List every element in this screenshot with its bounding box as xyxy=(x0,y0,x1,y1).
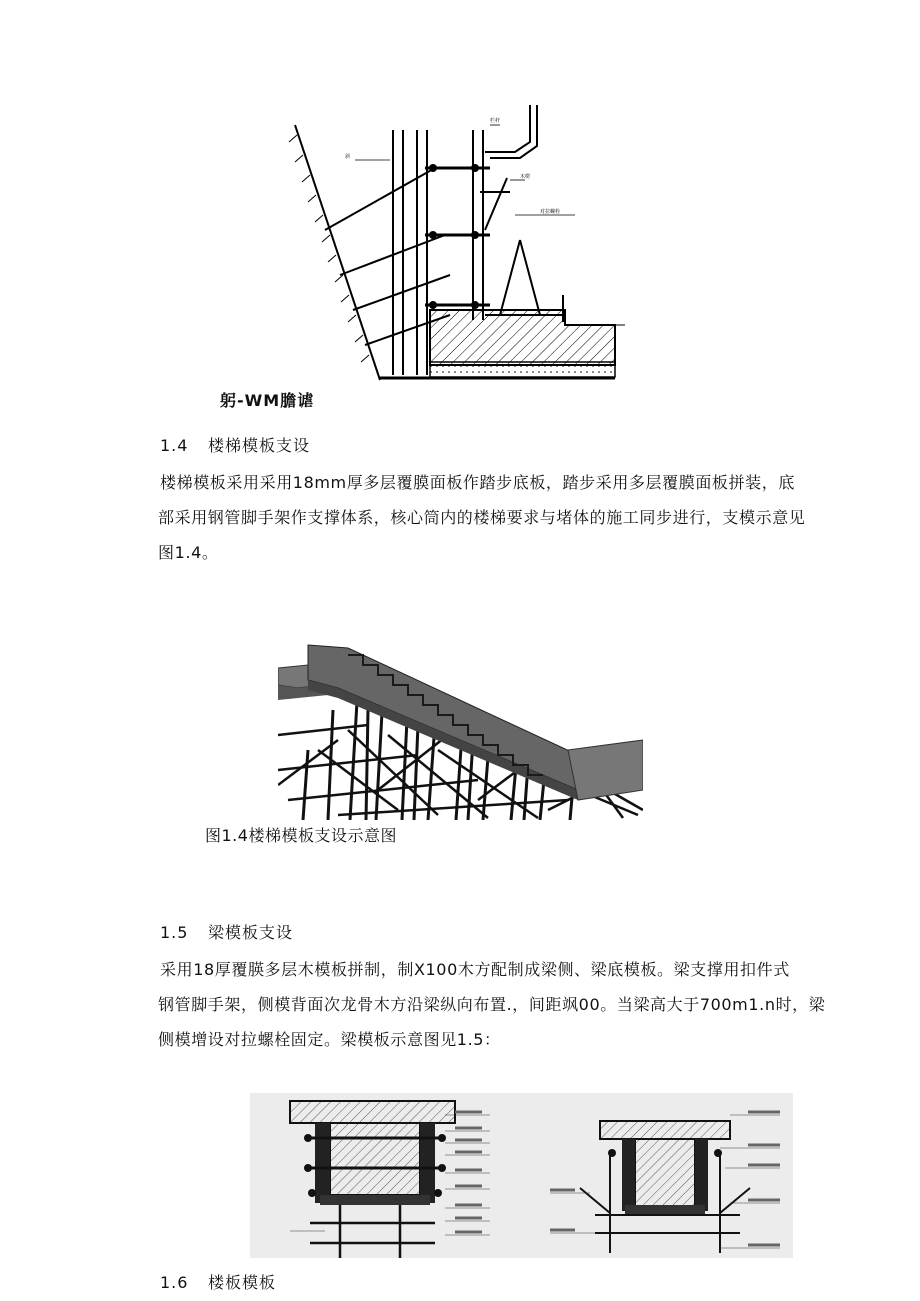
paragraph-line: 钢管脚手架，侧模背面次龙骨木方沿梁纵向布置.，间距飒00。当梁高大于700m1.n时，梁 xyxy=(158,995,826,1014)
section-1-4-heading xyxy=(160,433,310,456)
section-1-4-title: 楼梯模板支设 xyxy=(208,436,311,455)
figure1-label-2: 木楞 xyxy=(520,174,531,180)
figure-stair-formwork xyxy=(278,640,643,820)
paragraph-line: 采用18厚覆朠多层木模板拼制，制X100木方配制成梁侧、梁底模板。梁支撑用扣件式 xyxy=(160,960,790,979)
figure1-caption: 躬-WM膽谑 xyxy=(220,391,315,410)
figure1-label-3: 对拉螺栓 xyxy=(540,209,561,215)
section-1-5-paragraph xyxy=(158,952,826,1057)
section-1-5-title: 梁模板支设 xyxy=(208,923,294,942)
section-1-4-number: 1.4 xyxy=(160,436,189,455)
section-1-5-number: 1.5 xyxy=(160,923,189,942)
section-1-5-heading xyxy=(160,920,293,943)
stair-formwork-drawing xyxy=(278,640,643,820)
figure1-label-1: 栏杆 xyxy=(490,118,501,124)
section-1-6-heading xyxy=(160,1270,276,1293)
paragraph-line: 楼梯模板采用采用18mm厚多层覆膜面板作踏步底板，踏步采用多层覆膜面板拼装，底 xyxy=(160,473,795,492)
paragraph-line: 侧模增设对拉螺栓固定。梁模板示意图见1.5： xyxy=(158,1030,501,1049)
paragraph-line: 图1.4。 xyxy=(158,543,219,562)
figure1-label-0: 斜 xyxy=(345,154,351,160)
beam-formwork-drawing xyxy=(250,1093,793,1258)
figure2-caption: 图1.4楼梯模板支设示意图 xyxy=(205,826,397,845)
figure-wall-formwork xyxy=(285,100,630,385)
paragraph-line: 部采用钢管脚手架作支撑体系，核心筒内的楼梯要求与堵体的施工同步进行，支模示意见 xyxy=(158,508,806,527)
section-1-4-paragraph xyxy=(158,465,806,570)
section-1-6-title: 楼板模板 xyxy=(208,1273,277,1292)
wall-formwork-drawing xyxy=(285,100,630,385)
section-1-6-number: 1.6 xyxy=(160,1273,189,1292)
figure-beam-formwork xyxy=(250,1093,793,1258)
